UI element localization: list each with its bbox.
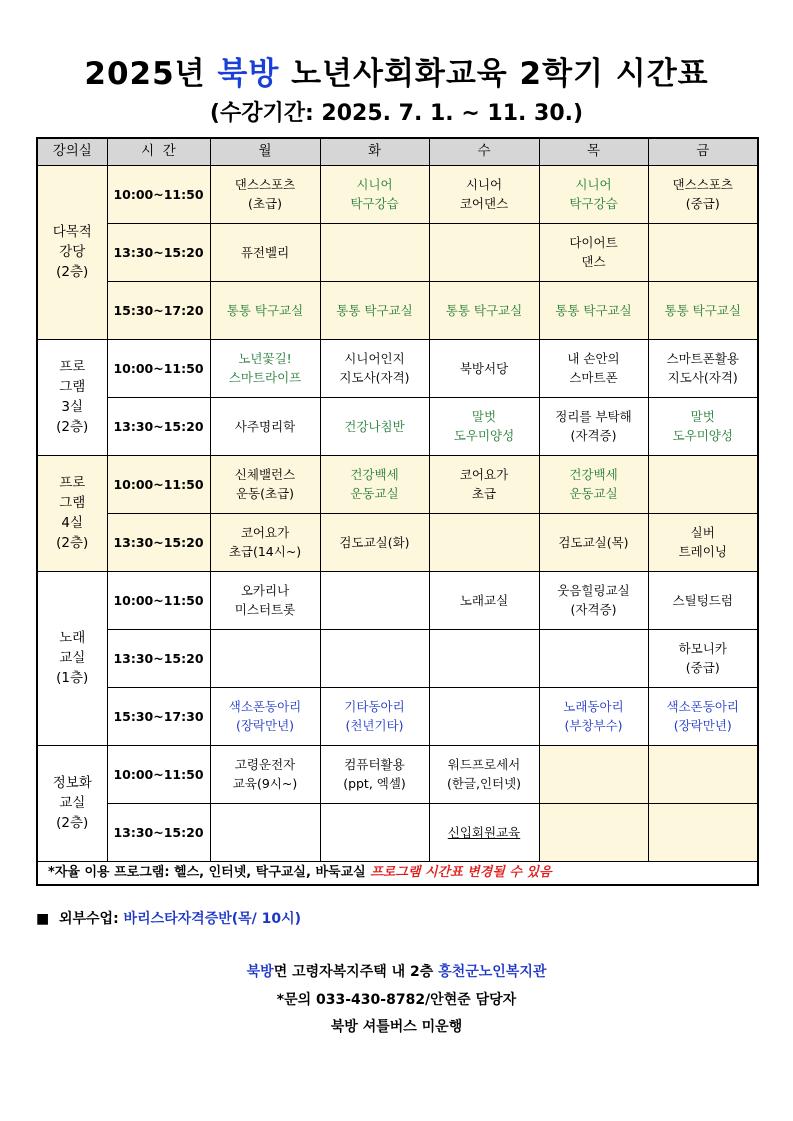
room-name (37, 455, 107, 571)
class-cell-tue (320, 281, 429, 339)
class-name-line: 초급(14시~) (228, 544, 302, 559)
page-subtitle: (수강기간: 2025. 7. 1. ~ 11. 30.) (209, 101, 584, 126)
class-cell-wed (429, 281, 539, 339)
class-cell-thu (539, 745, 648, 803)
class-name-line: 실버 (690, 525, 715, 540)
class-name-line: 통통 탁구교실 (336, 302, 413, 318)
room-name-line: 그램 (59, 379, 86, 395)
class-cell-wed (429, 629, 539, 687)
time-slot: 10:00~11:50 (107, 571, 210, 629)
room-name-line: 프로 (59, 359, 86, 375)
class-name-line: 오카리나 (240, 583, 290, 598)
class-name-line: 도우미양성 (453, 428, 515, 443)
class-name-line: (ppt, 엑셀) (343, 776, 406, 791)
room-name-line: 노래 (59, 630, 86, 646)
room-name-line: 정보화 (52, 775, 92, 791)
room-name-line: 교실 (59, 650, 86, 666)
table-row (37, 803, 758, 861)
class-cell-thu (539, 803, 648, 861)
outer-class-label: ■ 외부수업: (36, 911, 124, 927)
class-cell-thu (539, 339, 648, 397)
class-name-line: 코어요가 (240, 525, 290, 540)
footer-org: 홍천군노인복지관 (438, 964, 547, 980)
class-name-line: 시니어인지 (344, 351, 405, 366)
class-name-line: 스틸텅드럼 (672, 592, 733, 608)
class-name-line: 퓨전벨리 (240, 244, 290, 260)
table-row (37, 165, 758, 223)
footer-address-text: 면 고령자복지주택 내 2층 (273, 964, 439, 980)
footer-shuttle: 북방 셔틀버스 미운행 (330, 1019, 463, 1035)
table-row (37, 339, 758, 397)
time-slot: 13:30~15:20 (107, 803, 210, 861)
header-day-wed: 수 (429, 138, 539, 165)
class-cell-wed (429, 513, 539, 571)
title-highlight: 북방 (217, 56, 280, 92)
outer-class-value: 바리스타자격증반(목/ 10시) (123, 911, 302, 927)
class-name-line: 웃음힐링교실 (557, 583, 630, 598)
class-cell-tue (320, 629, 429, 687)
class-name-line: 시니어 (575, 177, 612, 192)
class-name-line: 미스터트롯 (234, 602, 296, 617)
class-cell-wed (429, 397, 539, 455)
time-slot: 15:30~17:30 (107, 687, 210, 745)
class-name-line: 고령운전자 (234, 757, 296, 772)
class-cell-fri (648, 397, 758, 455)
class-cell-mon (210, 745, 320, 803)
class-name-line: 건강나침반 (344, 418, 405, 434)
class-name-line: 통통 탁구교실 (445, 302, 523, 318)
class-name-line: 건강백세 (350, 467, 399, 482)
class-name-line: 코어요가 (459, 467, 509, 482)
time-slot: 10:00~11:50 (107, 165, 210, 223)
class-name-line: 탁구강습 (569, 196, 618, 211)
class-cell-wed (429, 745, 539, 803)
class-name-line: (부창부수) (564, 718, 623, 733)
class-name-line: (천년기타) (345, 718, 404, 733)
class-cell-fri (648, 513, 758, 571)
class-name-line: 건강백세 (569, 467, 618, 482)
class-cell-mon (210, 571, 320, 629)
class-cell-tue (320, 455, 429, 513)
class-name-line: 하모니카 (678, 641, 727, 656)
class-cell-fri (648, 165, 758, 223)
class-name-line: 색소폰동아리 (228, 699, 302, 714)
class-cell-mon (210, 223, 320, 281)
table-row (37, 745, 758, 803)
class-name-line: 운동교실 (350, 486, 399, 501)
class-name-line: (한글,인터넷) (446, 776, 522, 791)
room-name-line: (2층) (56, 815, 89, 831)
class-name-line: 노년꽃길! (238, 351, 292, 366)
time-slot: 10:00~11:50 (107, 455, 210, 513)
class-name-line: 교육(9시~) (232, 776, 298, 791)
class-cell-wed (429, 339, 539, 397)
time-slot: 13:30~15:20 (107, 629, 210, 687)
class-name-line: 정리를 부탁해 (555, 409, 632, 424)
class-cell-fri (648, 687, 758, 745)
header-day-tue: 화 (320, 138, 429, 165)
class-cell-thu (539, 165, 648, 223)
class-name-line: 지도사(자격) (339, 370, 410, 385)
table-row (37, 687, 758, 745)
class-cell-fri (648, 339, 758, 397)
class-cell-fri (648, 455, 758, 513)
class-name-line: 신입회원교육 (447, 824, 521, 840)
room-name-line: (2층) (56, 419, 89, 435)
class-name-line: 검도교실(목) (558, 534, 629, 550)
header-room: 강의실 (37, 138, 107, 165)
class-cell-mon (210, 339, 320, 397)
class-name-line: 댄스스포츠 (672, 177, 733, 192)
class-cell-mon (210, 397, 320, 455)
footer-highlight: 북방 (246, 964, 274, 980)
class-cell-mon (210, 513, 320, 571)
room-name-line: (1층) (56, 670, 89, 686)
room-name-line: 그램 (59, 495, 86, 511)
class-cell-thu (539, 629, 648, 687)
class-cell-fri (648, 223, 758, 281)
header-day-fri: 금 (648, 138, 758, 165)
class-cell-tue (320, 339, 429, 397)
class-name-line: 노래교실 (459, 592, 509, 608)
class-name-line: 댄스 (581, 254, 606, 269)
class-name-line: 말벗 (690, 409, 715, 424)
note-text: *자율 이용 프로그램: 헬스, 인터넷, 탁구교실, 바둑교실 (48, 865, 371, 881)
class-name-line: 통통 탁구교실 (555, 302, 632, 318)
time-slot: 13:30~15:20 (107, 223, 210, 281)
class-name-line: (장락만년) (235, 718, 295, 733)
class-cell-wed (429, 571, 539, 629)
class-cell-wed (429, 803, 539, 861)
table-row (37, 513, 758, 571)
class-name-line: 지도사(자격) (667, 370, 738, 385)
class-cell-tue (320, 165, 429, 223)
class-cell-mon (210, 455, 320, 513)
header-time: 시 간 (107, 138, 210, 165)
page-title (0, 48, 793, 93)
class-name-line: 신체밸런스 (234, 467, 296, 482)
class-cell-thu (539, 687, 648, 745)
class-name-line: 통통 탁구교실 (664, 302, 741, 318)
class-name-line: 시니어 (465, 177, 503, 192)
room-name-line: 교실 (59, 795, 86, 811)
class-name-line: 워드프로세서 (447, 757, 521, 772)
class-name-line: (자격증) (570, 428, 617, 443)
outer-class (36, 908, 301, 928)
class-name-line: 내 손안의 (567, 351, 620, 366)
note-warning: 프로그램 시간표 변경될 수 있음 (370, 865, 552, 881)
time-slot: 13:30~15:20 (107, 397, 210, 455)
class-name-line: 스마트라이프 (228, 370, 302, 385)
class-cell-wed (429, 165, 539, 223)
class-name-line: 말벗 (471, 409, 497, 424)
time-slot: 10:00~11:50 (107, 745, 210, 803)
note-row (37, 861, 758, 885)
room-name-line: 3실 (61, 399, 84, 415)
class-cell-mon (210, 687, 320, 745)
timetable-header-row (37, 138, 758, 165)
time-slot: 13:30~15:20 (107, 513, 210, 571)
class-cell-fri (648, 281, 758, 339)
room-name-line: 다목적 (52, 224, 92, 240)
class-name-line: 색소폰동아리 (666, 699, 739, 714)
room-name-line: 강당 (59, 244, 86, 260)
class-cell-thu (539, 281, 648, 339)
table-row (37, 629, 758, 687)
class-name-line: 검도교실(화) (339, 534, 410, 550)
class-name-line: 운동(초급) (235, 486, 295, 501)
footer-contact: *문의 033-430-8782/안현준 담당자 (276, 992, 517, 1008)
time-slot: 10:00~11:50 (107, 339, 210, 397)
class-name-line: 시니어 (356, 177, 393, 192)
class-name-line: (장락만년) (673, 718, 732, 733)
class-name-line: 트레이닝 (678, 544, 727, 559)
room-name (37, 339, 107, 455)
class-cell-thu (539, 513, 648, 571)
class-cell-fri (648, 629, 758, 687)
class-name-line: 스마트폰 (569, 370, 618, 385)
class-cell-thu (539, 223, 648, 281)
class-cell-mon (210, 803, 320, 861)
class-cell-fri (648, 745, 758, 803)
class-name-line: 노래동아리 (563, 699, 624, 714)
title-suffix: 노년사회화교육 2학기 시간표 (279, 56, 709, 92)
class-name-line: 코어댄스 (459, 196, 509, 211)
table-row (37, 223, 758, 281)
room-name (37, 745, 107, 861)
class-cell-tue (320, 223, 429, 281)
room-name-line: 프로 (59, 475, 86, 491)
class-name-line: (자격증) (570, 602, 617, 617)
class-cell-tue (320, 745, 429, 803)
header-day-thu: 목 (539, 138, 648, 165)
class-cell-tue (320, 803, 429, 861)
class-name-line: 북방서당 (459, 360, 509, 376)
class-name-line: 운동교실 (569, 486, 618, 501)
class-cell-tue (320, 571, 429, 629)
class-cell-tue (320, 687, 429, 745)
class-name-line: 탁구강습 (350, 196, 399, 211)
room-name-line: 4실 (61, 515, 84, 531)
class-cell-wed (429, 223, 539, 281)
header-day-mon: 월 (210, 138, 320, 165)
room-name (37, 571, 107, 745)
class-cell-mon (210, 629, 320, 687)
class-cell-fri (648, 571, 758, 629)
class-cell-thu (539, 397, 648, 455)
class-cell-mon (210, 281, 320, 339)
class-cell-fri (648, 803, 758, 861)
class-cell-thu (539, 455, 648, 513)
class-cell-tue (320, 397, 429, 455)
class-name-line: (중급) (685, 196, 720, 211)
class-name-line: (중급) (685, 660, 720, 675)
time-slot: 15:30~17:20 (107, 281, 210, 339)
table-row (37, 397, 758, 455)
class-name-line: 도우미양성 (672, 428, 733, 443)
class-name-line: 사주명리학 (234, 418, 296, 434)
class-name-line: 초급 (471, 486, 497, 501)
class-cell-wed (429, 455, 539, 513)
class-cell-tue (320, 513, 429, 571)
class-cell-mon (210, 165, 320, 223)
class-name-line: 기타동아리 (344, 699, 405, 714)
room-name-line: (2층) (56, 264, 89, 280)
timetable (36, 137, 759, 886)
room-name-line: (2층) (56, 535, 89, 551)
class-name-line: 통통 탁구교실 (226, 302, 304, 318)
class-name-line: 댄스스포츠 (234, 177, 296, 192)
table-row (37, 281, 758, 339)
room-name (37, 165, 107, 339)
footer-address (0, 961, 793, 981)
table-row (37, 571, 758, 629)
class-name-line: (초급) (248, 196, 282, 211)
title-prefix: 2025년 (84, 56, 218, 92)
class-name-line: 스마트폰활용 (666, 351, 739, 366)
class-cell-wed (429, 687, 539, 745)
class-name-line: 컴퓨터활용 (344, 757, 405, 772)
class-name-line: 다이어트 (569, 235, 618, 250)
table-row (37, 455, 758, 513)
class-cell-thu (539, 571, 648, 629)
